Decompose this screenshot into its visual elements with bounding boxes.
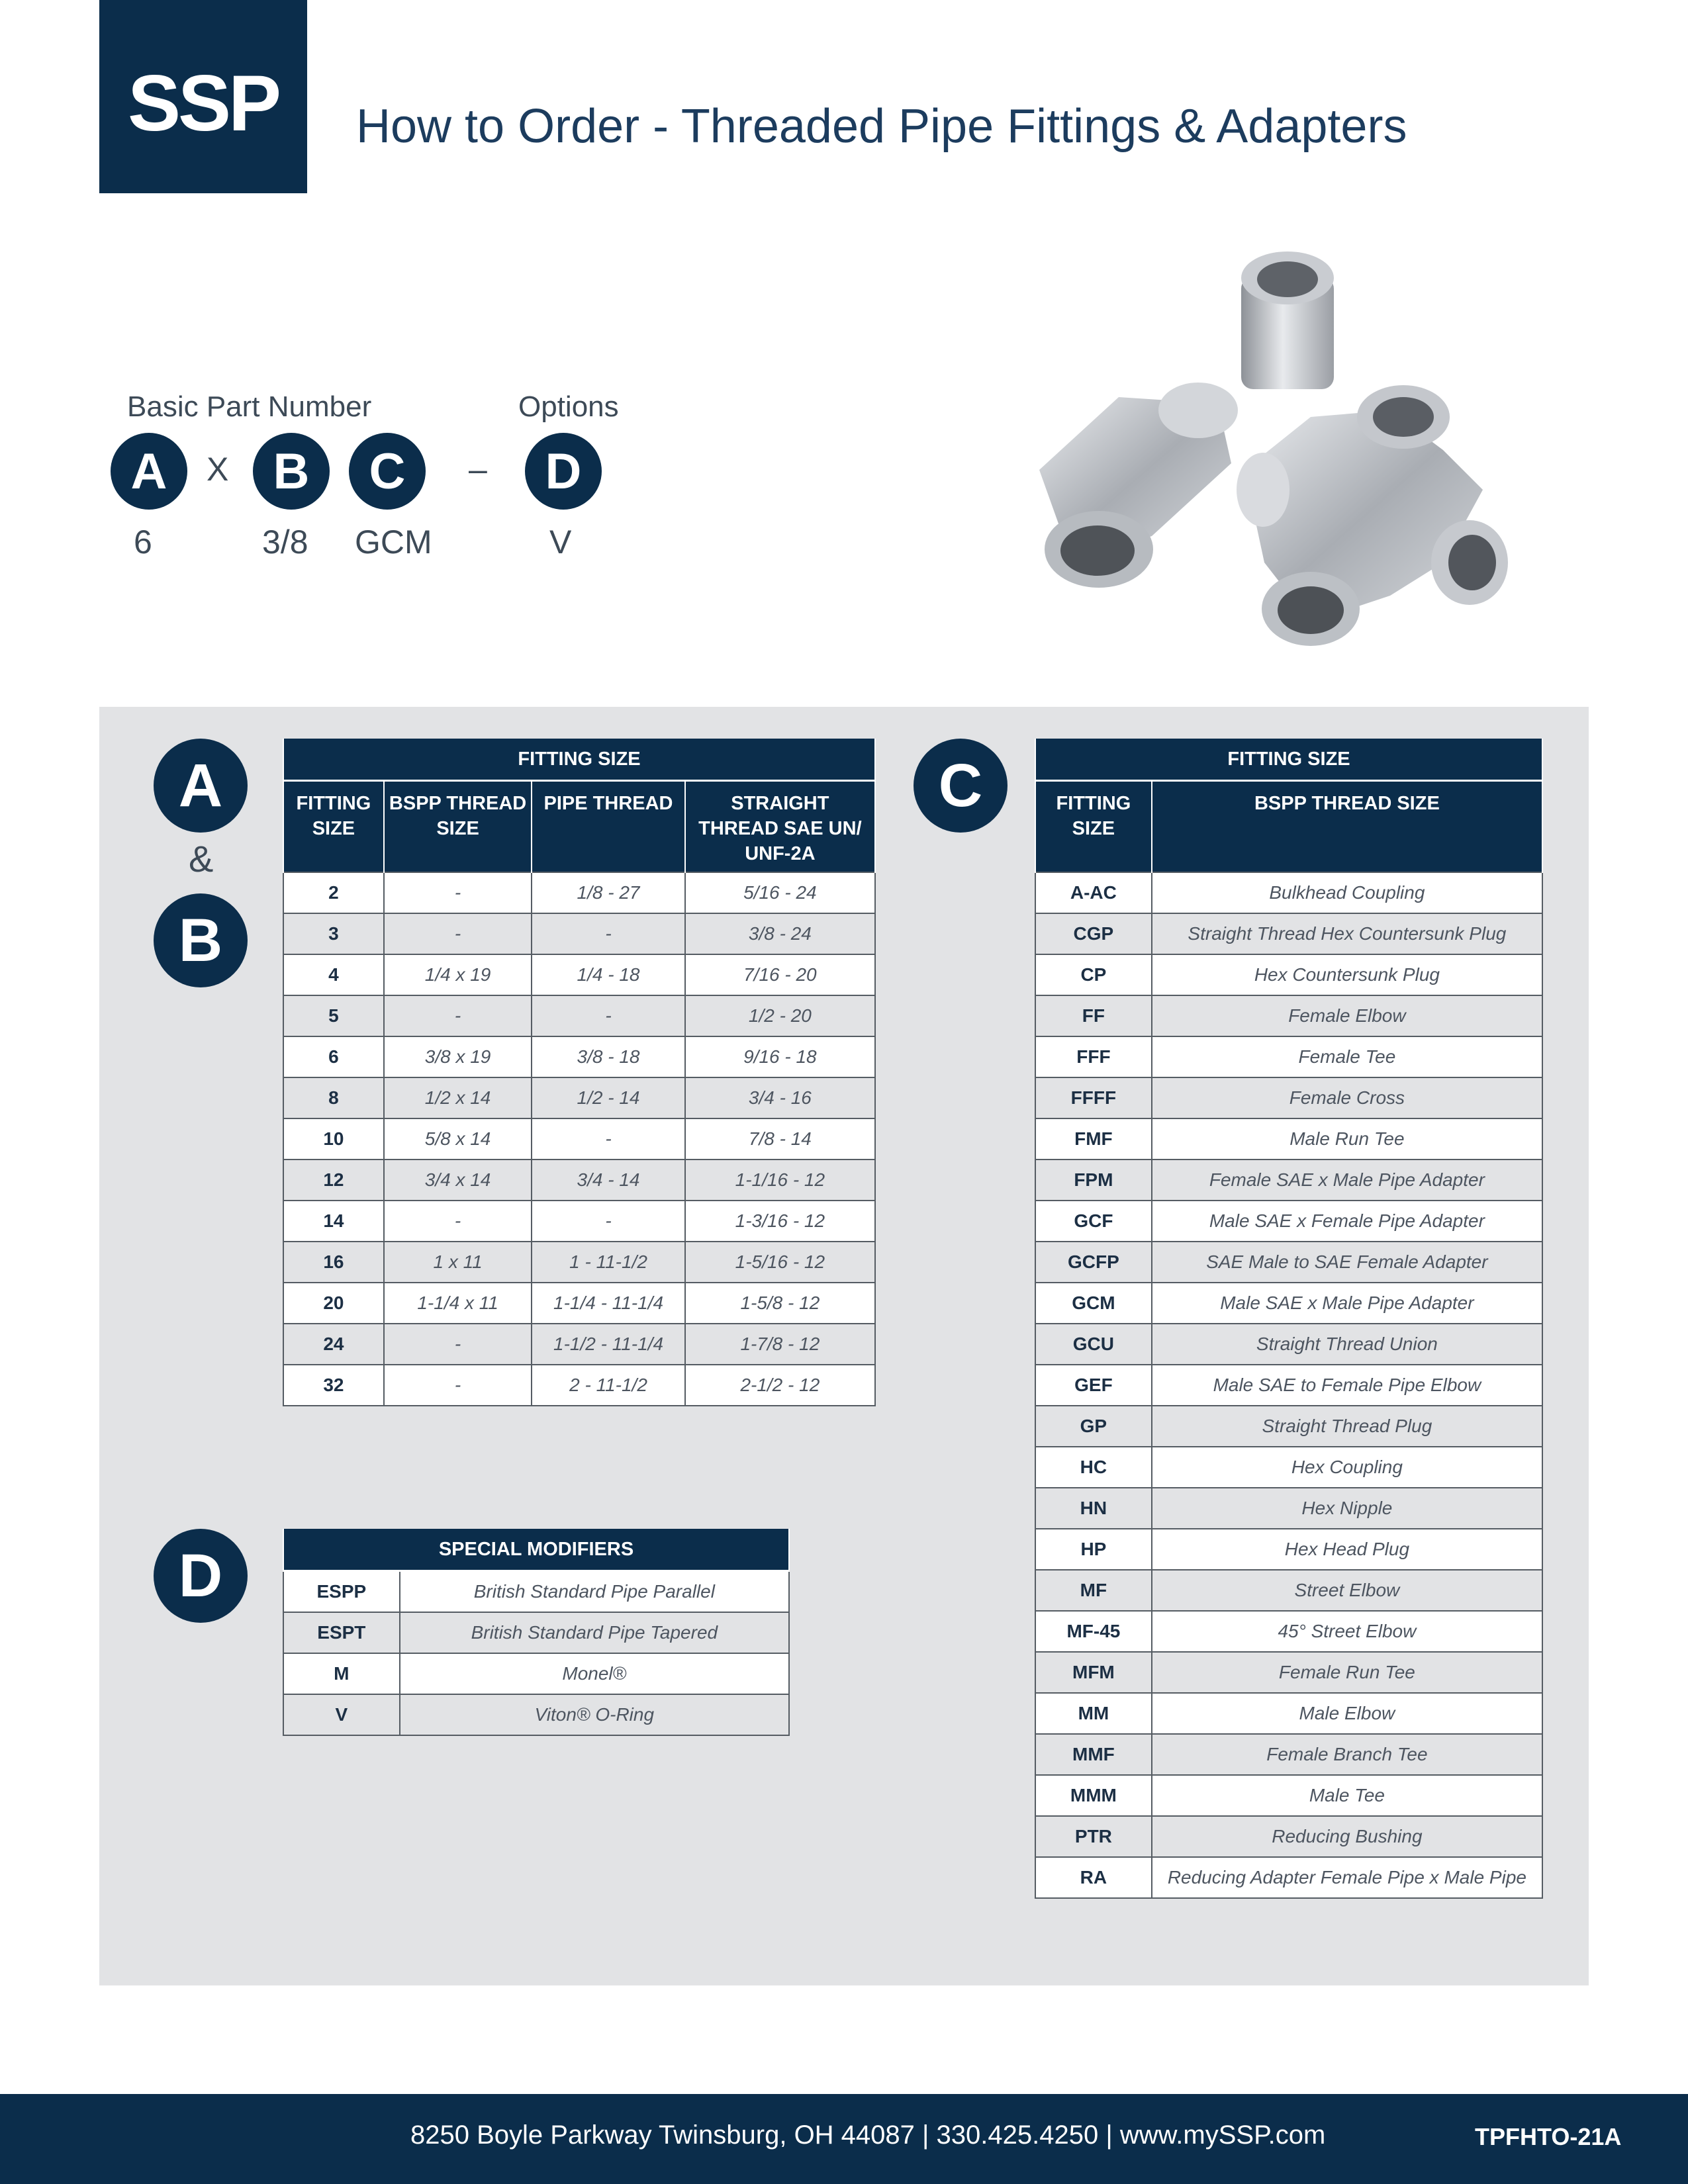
code-cell: GCFP xyxy=(1035,1242,1152,1283)
code-cell: FFFF xyxy=(1035,1077,1152,1118)
basic-part-number-label: Basic Part Number xyxy=(127,390,372,423)
table-row xyxy=(1035,872,1542,913)
code-cell: 2 xyxy=(283,872,384,913)
value-cell: 5/8 x 14 xyxy=(384,1118,532,1160)
table-row xyxy=(1035,1118,1542,1160)
table-row xyxy=(1035,913,1542,954)
code-cell: GCM xyxy=(1035,1283,1152,1324)
example-a: 6 xyxy=(134,523,152,561)
code-cell: M xyxy=(283,1653,400,1694)
table-row xyxy=(283,872,875,913)
table-row xyxy=(1035,1652,1542,1693)
document-code: TPFHTO-21A xyxy=(1475,2123,1622,2150)
value-cell: Monel® xyxy=(400,1653,789,1694)
value-cell: 1/2 - 14 xyxy=(532,1077,684,1118)
table-row xyxy=(1035,1036,1542,1077)
value-cell: 1 x 11 xyxy=(384,1242,532,1283)
code-cell: MMM xyxy=(1035,1775,1152,1816)
table-row xyxy=(283,913,875,954)
value-cell: 3/4 - 16 xyxy=(685,1077,875,1118)
value-cell: 1-7/8 - 12 xyxy=(685,1324,875,1365)
page-title: How to Order - Threaded Pipe Fittings & Adapters xyxy=(356,100,1407,153)
value-cell: 3/8 x 19 xyxy=(384,1036,532,1077)
column-header: BSPP THREAD SIZE xyxy=(1152,781,1542,872)
table-row xyxy=(1035,1775,1542,1816)
value-cell: 2-1/2 - 12 xyxy=(685,1365,875,1406)
table-row xyxy=(283,1160,875,1201)
value-cell: Female Run Tee xyxy=(1152,1652,1542,1693)
footer-address: 8250 Boyle Parkway Twinsburg, OH 44087 | 330.425.4250 | www.mySSP.com xyxy=(410,2120,1326,2150)
table-row xyxy=(1035,1488,1542,1529)
value-cell: 1 - 11-1/2 xyxy=(532,1242,684,1283)
code-cell: V xyxy=(283,1694,400,1735)
table-row xyxy=(1035,1324,1542,1365)
code-cell: FPM xyxy=(1035,1160,1152,1201)
footer xyxy=(0,2094,1688,2184)
value-cell: Male Tee xyxy=(1152,1775,1542,1816)
value-cell: 45° Street Elbow xyxy=(1152,1611,1542,1652)
section-circle-b: B xyxy=(154,893,248,987)
table-row xyxy=(1035,1447,1542,1488)
table-row xyxy=(283,1571,789,1613)
table-row xyxy=(1035,1570,1542,1611)
section-circle-d: D xyxy=(154,1529,248,1623)
table-row xyxy=(1035,1529,1542,1570)
value-cell: Male SAE x Female Pipe Adapter xyxy=(1152,1201,1542,1242)
code-cell: MM xyxy=(1035,1693,1152,1734)
value-cell: Bulkhead Coupling xyxy=(1152,872,1542,913)
code-cell: 4 xyxy=(283,954,384,995)
table-row xyxy=(1035,1611,1542,1652)
table-row xyxy=(283,1365,875,1406)
code-cell: GP xyxy=(1035,1406,1152,1447)
value-cell: 1/4 - 18 xyxy=(532,954,684,995)
code-cell: 6 xyxy=(283,1036,384,1077)
code-cell: GEF xyxy=(1035,1365,1152,1406)
value-cell: Straight Thread Union xyxy=(1152,1324,1542,1365)
elbow-shape xyxy=(1039,383,1238,588)
value-cell: Reducing Adapter Female Pipe x Male Pipe xyxy=(1152,1857,1542,1898)
table-row xyxy=(1035,1242,1542,1283)
example-c: GCM xyxy=(355,523,432,561)
value-cell: Male SAE x Male Pipe Adapter xyxy=(1152,1283,1542,1324)
value-cell: Straight Thread Hex Countersunk Plug xyxy=(1152,913,1542,954)
value-cell: 1-1/16 - 12 xyxy=(685,1160,875,1201)
code-circle-a: A xyxy=(111,433,187,510)
value-cell: Hex Head Plug xyxy=(1152,1529,1542,1570)
value-cell: Hex Countersunk Plug xyxy=(1152,954,1542,995)
code-cell: 32 xyxy=(283,1365,384,1406)
value-cell: - xyxy=(384,1324,532,1365)
table-row xyxy=(283,1612,789,1653)
code-cell: HN xyxy=(1035,1488,1152,1529)
code-cell: ESPT xyxy=(283,1612,400,1653)
table-row xyxy=(1035,1201,1542,1242)
value-cell: - xyxy=(532,1201,684,1242)
value-cell: Hex Coupling xyxy=(1152,1447,1542,1488)
table-row xyxy=(283,1201,875,1242)
table-row xyxy=(1035,1406,1542,1447)
table-row xyxy=(1035,1365,1542,1406)
code-cell: MF xyxy=(1035,1570,1152,1611)
table-row xyxy=(1035,1077,1542,1118)
code-cell: FMF xyxy=(1035,1118,1152,1160)
table-row xyxy=(1035,995,1542,1036)
code-cell: 12 xyxy=(283,1160,384,1201)
value-cell: - xyxy=(384,995,532,1036)
table-title: SPECIAL MODIFIERS xyxy=(283,1529,789,1571)
fittings-photo xyxy=(1019,251,1523,675)
value-cell: 1-5/16 - 12 xyxy=(685,1242,875,1283)
value-cell: - xyxy=(384,913,532,954)
value-cell: 3/4 - 14 xyxy=(532,1160,684,1201)
cross-shape xyxy=(1237,385,1508,646)
table-row xyxy=(283,1694,789,1735)
table-row xyxy=(283,1324,875,1365)
value-cell: 1-1/2 - 11-1/4 xyxy=(532,1324,684,1365)
code-cell: CP xyxy=(1035,954,1152,995)
code-cell: ESPP xyxy=(283,1571,400,1613)
column-header: STRAIGHT THREAD SAE UN/ UNF-2A xyxy=(685,781,875,872)
fitting-size-table-ab xyxy=(283,739,876,1406)
value-cell: Female Branch Tee xyxy=(1152,1734,1542,1775)
value-cell: Male SAE to Female Pipe Elbow xyxy=(1152,1365,1542,1406)
table-row xyxy=(283,1118,875,1160)
section-circle-a: A xyxy=(154,739,248,833)
value-cell: 1/2 - 20 xyxy=(685,995,875,1036)
value-cell: British Standard Pipe Tapered xyxy=(400,1612,789,1653)
code-cell: HC xyxy=(1035,1447,1152,1488)
logo xyxy=(99,0,307,193)
table-row xyxy=(283,1242,875,1283)
table-row xyxy=(283,995,875,1036)
value-cell: - xyxy=(384,1365,532,1406)
code-cell: MFM xyxy=(1035,1652,1152,1693)
options-label: Options xyxy=(518,390,619,423)
code-cell: 24 xyxy=(283,1324,384,1365)
code-cell: 3 xyxy=(283,913,384,954)
code-cell: MMF xyxy=(1035,1734,1152,1775)
code-circle-c: C xyxy=(349,433,426,510)
value-cell: - xyxy=(532,995,684,1036)
value-cell: 3/8 - 24 xyxy=(685,913,875,954)
code-cell: 8 xyxy=(283,1077,384,1118)
ampersand: & xyxy=(189,838,214,880)
code-cell: FFF xyxy=(1035,1036,1152,1077)
code-cell: MF-45 xyxy=(1035,1611,1152,1652)
value-cell: - xyxy=(532,913,684,954)
value-cell: - xyxy=(532,1118,684,1160)
dash-separator: – xyxy=(469,451,487,488)
value-cell: 3/8 - 18 xyxy=(532,1036,684,1077)
column-header: FITTING SIZE xyxy=(283,781,384,872)
example-b: 3/8 xyxy=(262,523,308,561)
table-row xyxy=(283,1036,875,1077)
value-cell: Hex Nipple xyxy=(1152,1488,1542,1529)
value-cell: 7/16 - 20 xyxy=(685,954,875,995)
value-cell: Male Run Tee xyxy=(1152,1118,1542,1160)
value-cell: 1-1/4 x 11 xyxy=(384,1283,532,1324)
table-title: FITTING SIZE xyxy=(283,739,875,781)
code-cell: GCU xyxy=(1035,1324,1152,1365)
value-cell: Viton® O-Ring xyxy=(400,1694,789,1735)
value-cell: Female Tee xyxy=(1152,1036,1542,1077)
code-cell: PTR xyxy=(1035,1816,1152,1857)
code-cell: 10 xyxy=(283,1118,384,1160)
value-cell: British Standard Pipe Parallel xyxy=(400,1571,789,1613)
value-cell: 1-3/16 - 12 xyxy=(685,1201,875,1242)
value-cell: SAE Male to SAE Female Adapter xyxy=(1152,1242,1542,1283)
table-row xyxy=(1035,1160,1542,1201)
coupling-shape xyxy=(1241,251,1334,389)
value-cell: Straight Thread Plug xyxy=(1152,1406,1542,1447)
code-circle-d: D xyxy=(525,433,602,510)
code-cell: 14 xyxy=(283,1201,384,1242)
value-cell: 5/16 - 24 xyxy=(685,872,875,913)
code-cell: 20 xyxy=(283,1283,384,1324)
value-cell: 1/8 - 27 xyxy=(532,872,684,913)
value-cell: - xyxy=(384,872,532,913)
column-header: PIPE THREAD xyxy=(532,781,684,872)
value-cell: Male Elbow xyxy=(1152,1693,1542,1734)
code-cell: RA xyxy=(1035,1857,1152,1898)
value-cell: Female Cross xyxy=(1152,1077,1542,1118)
table-row xyxy=(283,1077,875,1118)
value-cell: 1/4 x 19 xyxy=(384,954,532,995)
code-cell: 16 xyxy=(283,1242,384,1283)
code-cell: HP xyxy=(1035,1529,1152,1570)
table-title: FITTING SIZE xyxy=(1035,739,1542,781)
value-cell: 7/8 - 14 xyxy=(685,1118,875,1160)
special-modifiers-table xyxy=(283,1529,790,1736)
value-cell: Female Elbow xyxy=(1152,995,1542,1036)
value-cell: 3/4 x 14 xyxy=(384,1160,532,1201)
code-cell: GCF xyxy=(1035,1201,1152,1242)
code-cell: FF xyxy=(1035,995,1152,1036)
table-row xyxy=(283,954,875,995)
table-row xyxy=(1035,1816,1542,1857)
x-separator: X xyxy=(207,451,229,488)
value-cell: Reducing Bushing xyxy=(1152,1816,1542,1857)
value-cell: 9/16 - 18 xyxy=(685,1036,875,1077)
table-row xyxy=(1035,1734,1542,1775)
code-cell: A-AC xyxy=(1035,872,1152,913)
code-cell: 5 xyxy=(283,995,384,1036)
table-row xyxy=(283,1283,875,1324)
code-cell: CGP xyxy=(1035,913,1152,954)
table-row xyxy=(1035,954,1542,995)
fitting-type-table-c xyxy=(1035,739,1543,1899)
value-cell: 1-5/8 - 12 xyxy=(685,1283,875,1324)
table-row xyxy=(1035,1283,1542,1324)
table-row xyxy=(1035,1693,1542,1734)
value-cell: 2 - 11-1/2 xyxy=(532,1365,684,1406)
section-circle-c: C xyxy=(914,739,1008,833)
value-cell: - xyxy=(384,1201,532,1242)
logo-text: SSP xyxy=(127,59,279,148)
value-cell: Female SAE x Male Pipe Adapter xyxy=(1152,1160,1542,1201)
code-circle-b: B xyxy=(253,433,330,510)
table-row xyxy=(283,1653,789,1694)
column-header: FITTING SIZE xyxy=(1035,781,1152,872)
value-cell: 1-1/4 - 11-1/4 xyxy=(532,1283,684,1324)
example-d: V xyxy=(549,523,572,561)
value-cell: Street Elbow xyxy=(1152,1570,1542,1611)
column-header: BSPP THREAD SIZE xyxy=(384,781,532,872)
value-cell: 1/2 x 14 xyxy=(384,1077,532,1118)
table-row xyxy=(1035,1857,1542,1898)
